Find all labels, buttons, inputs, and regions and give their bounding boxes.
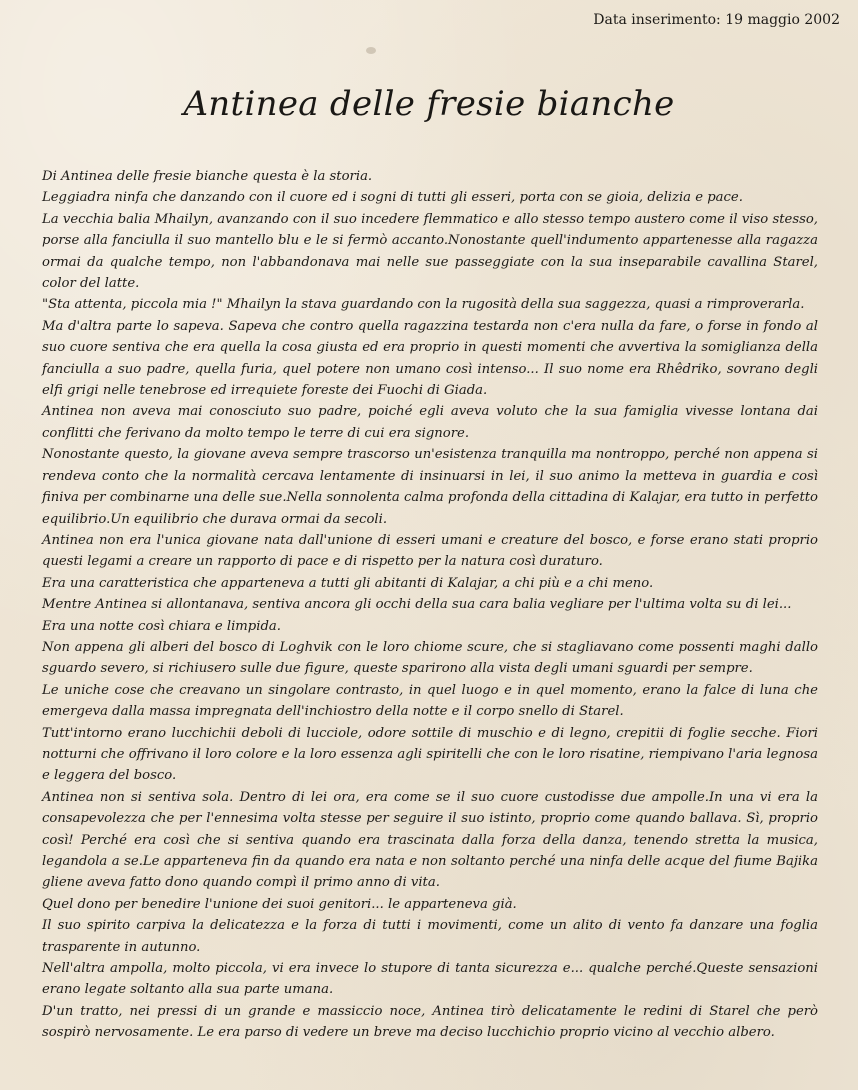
- story-paragraph: Antinea non era l'unica giovane nata dall'unione di esseri umani e creature del bosco, e forse erano stati proprio questi legami a creare un rapporto di pace e di rispetto per la natura così duraturo.: [42, 532, 818, 570]
- story-paragraph: Leggiadra ninfa che danzando con il cuore ed i sogni di tutti gli esseri, porta con se gioia, delizia e pace.: [42, 190, 743, 206]
- story-paragraph: Antinea non aveva mai conosciuto suo padre, poiché egli aveva voluto che la sua famiglia vivesse lontana dai conflitti che ferivano da molto tempo le terre di cui era signore.: [42, 404, 818, 441]
- story-paragraph: Era una notte così chiara e limpida.: [42, 618, 281, 634]
- story-paragraph: Antinea non si sentiva sola. Dentro di lei ora, era come se il suo cuore custodisse due ampolle.In una vi era la consapevolezza che per l'ennesima volta stesse per seguire il suo istinto, proprio come quando ballava. Sì, proprio così! Perché era così che si sentiva quando era trascinata dalla forza della danza, tenendo stretta la musica, legandola a se.Le apparteneva fin da quando era nata e non soltanto perché una ninfa delle acque del fiume Bajika gliene aveva fatto dono quando compì il primo anno di vita.: [42, 789, 818, 891]
- story-title: Antinea delle fresie bianche: [183, 84, 675, 124]
- story-paragraph: Il suo spirito carpiva la delicatezza e la forza di tutti i movimenti, come un alito di vento fa danzare una foglia trasparente in autunno.: [42, 918, 818, 955]
- story-paragraph: Le uniche cose che creavano un singolare contrasto, in quel luogo e in quel momento, erano la falce di luna che emergeva dalla massa impregnata dell'inchiostro della notte e il corpo snello di Starel.: [42, 682, 818, 720]
- insertion-date: Data inserimento: 19 maggio 2002: [593, 12, 840, 28]
- story-paragraph: Quel dono per benedire l'unione dei suoi genitori... le apparteneva già.: [42, 896, 517, 912]
- story-body: [42, 166, 818, 1044]
- story-paragraph: Nonostante questo, la giovane aveva sempre trascorso un'esistenza tranquilla ma nontroppo, perché non appena si rendeva conto che la normalità cercava lentamente di insinuarsi in lei, il suo animo la metteva in guardia e così finiva per combinarne una delle sue.Nella sonnolenta calma profonda della cittadina di Kalajar, era tutto in perfetto equilibrio.Un equilibrio che durava ormai da secoli.: [42, 447, 818, 527]
- story-paragraph: Era una caratteristica che apparteneva a tutti gli abitanti di Kalajar, a chi più e a chi meno.: [42, 575, 654, 591]
- story-paragraph: Mentre Antinea si allontanava, sentiva ancora gli occhi della sua cara balia vegliare per l'ultima volta su di lei...: [42, 597, 792, 613]
- story-paragraph: D'un tratto, nei pressi di un grande e massiccio noce, Antinea tirò delicatamente le redini di Starel che però sospirò nervosamente. Le era parso di vedere un breve ma deciso lucchichio proprio vicino al vecchio albero.: [42, 1003, 818, 1041]
- story-paragraph: Non appena gli alberi del bosco di Loghvik con le loro chiome scure, che si stagliavano come possenti maghi dallo sguardo severo, si richiusero sulle due figure, queste sparirono alla vista degli umani sguardi per sempre.: [42, 639, 818, 677]
- story-paragraph: Ma d'altra parte lo sapeva. Sapeva che contro quella ragazzina testarda non c'era nulla da fare, o forse in fondo al suo cuore sentiva che era quella la cosa giusta ed era proprio in questi momenti che avvertiva la somiglianza della fanciulla a suo padre, quella furia, quel potere non umano così intenso... Il suo nome era Rhêdriko, sovrano degli elfi grigi nelle tenebrose ed irrequiete foreste dei Fuochi di Giada.: [42, 318, 818, 399]
- paper-speck: [366, 47, 376, 54]
- story-paragraph: Tutt'intorno erano lucchichii deboli di lucciole, odore sottile di muschio e di legno, crepitii di foglie secche. Fiori notturni che offrivano il loro colore e la loro essenza agli spiritelli che con le loro risatine, riempivano l'aria legnosa e leggera del bosco.: [42, 725, 818, 784]
- story-paragraph: Nell'altra ampolla, molto piccola, vi era invece lo stupore di tanta sicurezza e... qualche perché.Queste sensazioni erano legate soltanto alla sua parte umana.: [42, 961, 818, 998]
- story-paragraph: La vecchia balia Mhailyn, avanzando con il suo incedere flemmatico e allo stesso tempo austero come il viso stesso, porse alla fanciulla il suo mantello blu e le si fermò accanto.Nonostante quell'indumento appartenesse alla ragazza ormai da qualche tempo, non l'abbandonava mai nelle sue passeggiate con la sua inseparabile cavallina Starel, color del latte.: [42, 211, 818, 292]
- story-paragraph: "Sta attenta, piccola mia !" Mhailyn la stava guardando con la rugosità della sua saggezza, quasi a rimproverarla.: [42, 297, 805, 313]
- story-paragraph: Di Antinea delle fresie bianche questa è la storia.: [42, 169, 373, 184]
